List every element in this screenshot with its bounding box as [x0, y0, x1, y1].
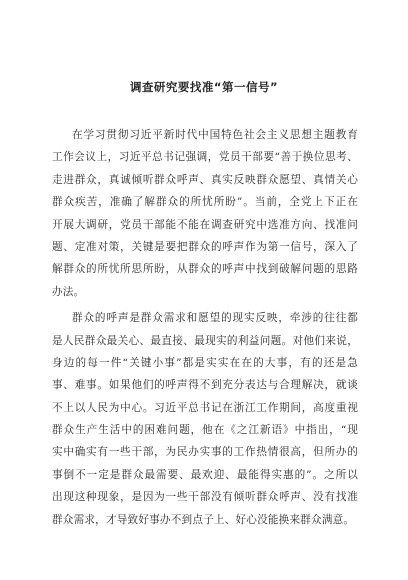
document-title: 调查研究要找准“第一信号” [129, 80, 279, 94]
paragraph-1-line-6: 题、定准对策，关键是要把群众的呼声作为第一信号，深入了 [52, 240, 358, 253]
paragraph-2-line-7: 实中确实有一些干部，为民办实事的工作热情很高，但所办的 [52, 446, 358, 459]
paragraph-1-line-7: 解群众的所忧所思所盼，从群众的呼声中找到破解问题的思路 [52, 263, 358, 276]
paragraph-1-line-8: 办法。 [52, 285, 85, 298]
paragraph-2-line-5: 不上以人民为中心。习近平总书记在浙江工作期间，高度重视 [52, 401, 358, 414]
paragraph-1-line-2: 工作会议上，习近平总书记强调，党员干部要“善于换位思考、 [52, 151, 358, 164]
paragraph-2-line-10: 群众需求，才导致好事办不到点子上、好心没能换来群众满意。 [52, 513, 355, 526]
paragraph-2-line-4: 事、难事。如果他们的呼声得不到充分表达与合理解决，就谈 [52, 379, 358, 392]
paragraph-1-line-3: 走进群众，真诚倾听群众呼声、真实反映群众愿望、真情关心 [52, 173, 358, 186]
paragraph-2-line-8: 事倒不一定是群众最需要、最欢迎、最能得实惠的”。之所以 [52, 468, 358, 481]
document-body [52, 124, 358, 531]
paragraph-2-line-1: 群众的呼声是群众需求和愿望的现实反映，牵涉的往往都 [72, 312, 358, 325]
paragraph-1-line-4: 群众疾苦，准确了解群众的所忧所盼”。当前，全党上下正在 [52, 196, 358, 209]
paragraph-1-line-5: 开展大调研，党员干部能不能在调查研究中选准方向、找准问 [52, 218, 358, 231]
paragraph-2-line-6: 群众生产生活中的困难问题，他在《之江新语》中指出，“现 [52, 424, 358, 437]
paragraph-2-line-2: 是人民群众最关心、最直接、最现实的利益问题。对他们来说， [52, 334, 358, 347]
paragraph-2-line-9: 出现这种现象，是因为一些干部没有倾听群众呼声、没有找准 [52, 491, 358, 504]
paragraph-1-line-1: 在学习贯彻习近平新时代中国特色社会主义思想主题教育 [72, 129, 358, 141]
paragraph-2-line-3: 身边的每一件“关键小事”都是实实在在的大事，有的还是急 [52, 356, 358, 369]
